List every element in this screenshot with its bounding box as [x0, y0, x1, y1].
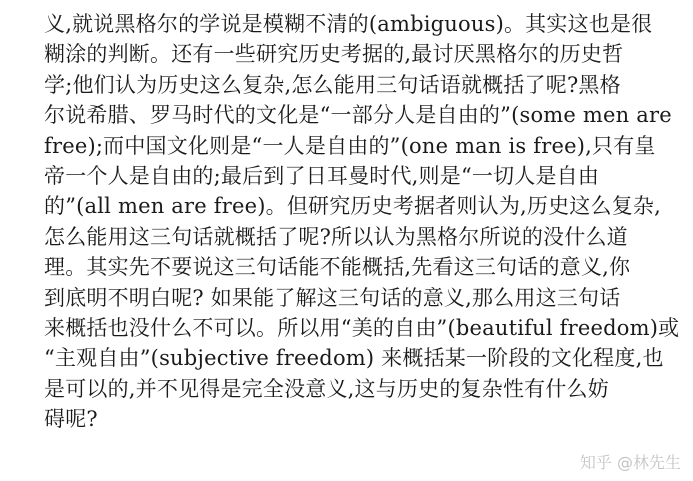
- text-line: 义,就说黑格尔的学说是模糊不清的(ambiguous)。其实这也是很: [44, 12, 653, 36]
- text-line: 尔说希腊、罗马时代的文化是“一部分人是自由的”(some men are: [44, 103, 672, 128]
- text-line: 来概括也没什么不可以。所以用“美的自由”(beautiful freedom)或: [44, 315, 680, 340]
- text-line: 碍呢?: [44, 407, 98, 432]
- text-line: 帝一个人是自由的;最后到了日耳曼时代,则是“一切人是自由: [44, 163, 600, 188]
- watermark: 知乎 @林先生: [579, 453, 681, 472]
- text-line: 是可以的,并不见得是完全没意义,这与历史的复杂性有什么妨: [44, 376, 609, 401]
- text-line: 到底明不明白呢? 如果能了解这三句话的意义,那么用这三句话: [44, 285, 621, 310]
- text-line: “主观自由”(subjective freedom) 来概括某一阶段的文化程度,也: [44, 346, 664, 371]
- text-line: 的”(all men are free)。但研究历史考据者则认为,历史这么复杂,: [44, 194, 661, 219]
- text-line: 怎么能用这三句话就概括了呢?所以认为黑格尔所说的没什么道: [44, 224, 628, 249]
- body-text: [44, 0, 684, 434]
- text-line: 理。其实先不要说这三句话能不能概括,先看这三句话的意义,你: [44, 255, 631, 280]
- text-line: 学;他们认为历史这么复杂,怎么能用三句话语就概括了呢?黑格: [44, 72, 621, 97]
- text-line: 糊涂的判断。还有一些研究历史考据的,最讨厌黑格尔的历史哲: [44, 42, 624, 67]
- text-line: free);而中国文化则是“一人是自由的”(one man is free),只有皇: [44, 133, 656, 158]
